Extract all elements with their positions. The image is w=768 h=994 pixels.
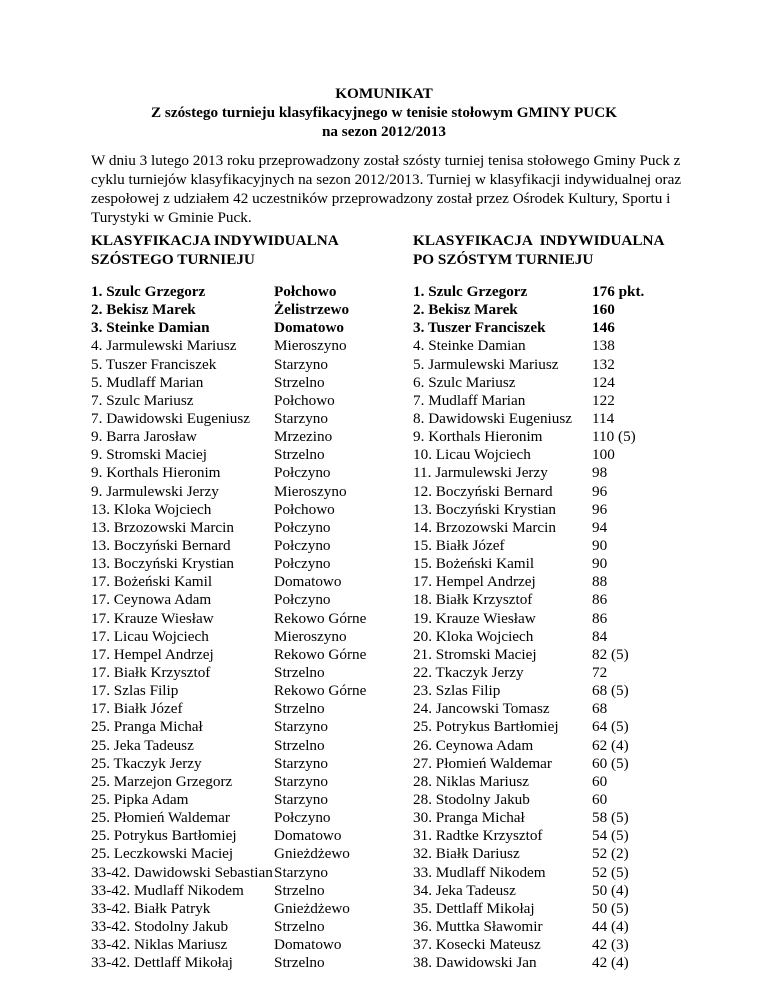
player-village: Domatowo xyxy=(274,827,342,845)
player-name: 38. Dawidowski Jan xyxy=(413,954,537,972)
player-name: 19. Krauze Wiesław xyxy=(413,609,536,627)
ranking-row xyxy=(91,483,391,501)
player-name: 2. Bekisz Marek xyxy=(413,301,518,319)
ranking-row xyxy=(413,700,713,718)
player-village: Połczyno xyxy=(274,809,331,827)
player-name: 10. Licau Wojciech xyxy=(413,446,531,464)
player-village: Żelistrzewo xyxy=(274,301,350,319)
player-village: Starzyno xyxy=(274,355,328,373)
ranking-row xyxy=(91,319,391,337)
player-village: Mieroszyno xyxy=(274,627,347,645)
ranking-row xyxy=(91,283,391,301)
player-name: 26. Ceynowa Adam xyxy=(413,736,534,754)
player-points: 86 xyxy=(592,591,608,609)
player-name: 8. Dawidowski Eugeniusz xyxy=(413,409,573,427)
left-section-title xyxy=(91,231,391,269)
right-section-title xyxy=(413,231,713,269)
document-header xyxy=(0,84,768,141)
ranking-row xyxy=(413,737,713,755)
player-name: 25. Leczkowski Maciej xyxy=(91,845,234,863)
ranking-row xyxy=(91,392,391,410)
left-title-line1: KLASYFIKACJA INDYWIDUALNA xyxy=(91,232,339,249)
player-village: Połczyno xyxy=(274,591,331,609)
intro-paragraph: W dniu 3 lutego 2013 roku przeprowadzony został szósty turniej tenisa stołowego Gminy Puck z cyklu turniejów klasyfikacyjnych na sezon 2012/2013. Turniej w klasyfikacji indywidualnej oraz zespołowej z udziałem 42 uczestników przeprowadzony został przez Ośrodek Kultury, Sportu i Turystyki w Gminie Puck. xyxy=(91,152,682,226)
ranking-row xyxy=(413,410,713,428)
player-village: Strzelno xyxy=(274,881,325,899)
ranking-row xyxy=(413,337,713,355)
player-name: 18. Białk Krzysztof xyxy=(413,591,533,609)
ranking-row xyxy=(91,845,391,863)
player-points: 90 xyxy=(592,555,608,573)
ranking-row xyxy=(91,954,391,972)
ranking-row xyxy=(91,410,391,428)
ranking-row xyxy=(413,845,713,863)
player-name: 12. Boczyński Bernard xyxy=(413,482,553,500)
player-name: 25. Pipka Adam xyxy=(91,790,189,808)
player-points: 98 xyxy=(592,464,608,482)
ranking-row xyxy=(91,519,391,537)
player-name: 9. Stromski Maciej xyxy=(91,446,208,464)
ranking-row xyxy=(413,628,713,646)
player-name: 33-42. Niklas Mariusz xyxy=(91,936,228,954)
player-points: 52 (2) xyxy=(592,845,629,863)
player-village: Strzelno xyxy=(274,917,325,935)
player-name: 13. Kloka Wojciech xyxy=(91,500,212,518)
ranking-row xyxy=(91,882,391,900)
player-points: 132 xyxy=(592,355,615,373)
player-village: Strzelno xyxy=(274,736,325,754)
ranking-row xyxy=(91,809,391,827)
player-points: 64 (5) xyxy=(592,718,629,736)
player-name: 33-42. Dettlaff Mikołaj xyxy=(91,954,233,972)
ranking-row xyxy=(413,374,713,392)
player-points: 96 xyxy=(592,482,608,500)
player-village: Rekowo Górne xyxy=(274,645,367,663)
player-points: 50 (4) xyxy=(592,881,629,899)
player-name: 17. Białk Krzysztof xyxy=(91,663,211,681)
ranking-row xyxy=(413,918,713,936)
player-name: 17. Licau Wojciech xyxy=(91,627,209,645)
player-name: 5. Tuszer Franciszek xyxy=(91,355,217,373)
player-name: 28. Stodolny Jakub xyxy=(413,790,530,808)
player-name: 28. Niklas Mariusz xyxy=(413,772,529,790)
player-name: 7. Mudlaff Marian xyxy=(413,391,526,409)
player-name: 11. Jarmulewski Jerzy xyxy=(413,464,548,482)
ranking-row xyxy=(413,791,713,809)
ranking-row xyxy=(413,954,713,972)
ranking-row xyxy=(91,628,391,646)
player-name: 9. Barra Jarosław xyxy=(91,428,197,446)
player-name: 23. Szlas Filip xyxy=(413,682,501,700)
ranking-row xyxy=(413,573,713,591)
ranking-row xyxy=(91,700,391,718)
player-name: 31. Radtke Krzysztof xyxy=(413,827,543,845)
player-name: 35. Dettlaff Mikołaj xyxy=(413,899,535,917)
player-name: 33-42. Mudlaff Nikodem xyxy=(91,881,244,899)
player-village: Połchowo xyxy=(274,500,335,518)
player-name: 25. Pranga Michał xyxy=(91,718,203,736)
player-points: 96 xyxy=(592,500,608,518)
player-village: Strzelno xyxy=(274,700,325,718)
ranking-row xyxy=(413,464,713,482)
ranking-row xyxy=(413,682,713,700)
player-points: 90 xyxy=(592,536,608,554)
player-name: 7. Szulc Mariusz xyxy=(91,391,194,409)
ranking-row xyxy=(413,501,713,519)
player-points: 50 (5) xyxy=(592,899,629,917)
player-points: 58 (5) xyxy=(592,809,629,827)
player-points: 138 xyxy=(592,337,615,355)
player-name: 13. Boczyński Krystian xyxy=(413,500,556,518)
ranking-row xyxy=(91,356,391,374)
player-name: 34. Jeka Tadeusz xyxy=(413,881,516,899)
ranking-row xyxy=(91,773,391,791)
ranking-row xyxy=(91,464,391,482)
player-name: 5. Jarmulewski Mariusz xyxy=(413,355,559,373)
player-points: 54 (5) xyxy=(592,827,629,845)
player-name: 21. Stromski Maciej xyxy=(413,645,537,663)
player-points: 52 (5) xyxy=(592,863,629,881)
player-name: 32. Białk Dariusz xyxy=(413,845,520,863)
player-name: 17. Białk Józef xyxy=(91,700,183,718)
player-name: 22. Tkaczyk Jerzy xyxy=(413,663,524,681)
player-name: 9. Korthals Hieronim xyxy=(91,464,221,482)
ranking-row xyxy=(91,501,391,519)
left-title-line2: SZÓSTEGO TURNIEJU xyxy=(91,251,255,268)
player-village: Starzyno xyxy=(274,772,328,790)
ranking-row xyxy=(413,827,713,845)
player-name: 33-42. Dawidowski Sebastian xyxy=(91,863,273,881)
ranking-row xyxy=(413,446,713,464)
player-points: 146 xyxy=(592,319,615,337)
player-points: 68 (5) xyxy=(592,682,629,700)
player-points: 44 (4) xyxy=(592,917,629,935)
ranking-row xyxy=(413,319,713,337)
player-points: 160 xyxy=(592,301,615,319)
player-village: Starzyno xyxy=(274,863,328,881)
player-points: 60 (5) xyxy=(592,754,629,772)
right-title-line2: PO SZÓSTYM TURNIEJU xyxy=(413,251,594,268)
player-name: 13. Boczyński Bernard xyxy=(91,536,231,554)
player-points: 42 (3) xyxy=(592,936,629,954)
player-name: 1. Szulc Grzegorz xyxy=(413,283,528,300)
player-village: Strzelno xyxy=(274,446,325,464)
player-name: 25. Potrykus Bartłomiej xyxy=(413,718,559,736)
player-name: 3. Tuszer Franciszek xyxy=(413,319,546,337)
ranking-row xyxy=(413,610,713,628)
player-points: 60 xyxy=(592,772,608,790)
player-name: 36. Muttka Sławomir xyxy=(413,917,543,935)
ranking-row xyxy=(413,646,713,664)
player-name: 9. Jarmulewski Jerzy xyxy=(91,482,219,500)
right-title-line1: KLASYFIKACJA INDYWIDUALNA xyxy=(413,232,665,249)
ranking-row xyxy=(413,864,713,882)
player-name: 9. Korthals Hieronim xyxy=(413,428,543,446)
player-village: Gnieżdżewo xyxy=(274,845,350,863)
header-season: na sezon 2012/2013 xyxy=(321,123,447,140)
player-village: Starzyno xyxy=(274,790,328,808)
ranking-row xyxy=(91,682,391,700)
ranking-row xyxy=(91,610,391,628)
player-name: 14. Brzozowski Marcin xyxy=(413,518,556,536)
ranking-row xyxy=(413,537,713,555)
ranking-row xyxy=(91,864,391,882)
player-points: 124 xyxy=(592,373,615,391)
ranking-row xyxy=(91,446,391,464)
player-points: 110 (5) xyxy=(592,428,636,446)
player-name: 13. Boczyński Krystian xyxy=(91,555,234,573)
player-name: 25. Jeka Tadeusz xyxy=(91,736,194,754)
ranking-row xyxy=(413,809,713,827)
player-name: 24. Jancowski Tomasz xyxy=(413,700,550,718)
player-name: 20. Kloka Wojciech xyxy=(413,627,534,645)
player-village: Mieroszyno xyxy=(274,337,347,355)
player-name: 15. Bożeński Kamil xyxy=(413,555,535,573)
ranking-row xyxy=(413,283,713,301)
ranking-row xyxy=(413,483,713,501)
player-name: 17. Szlas Filip xyxy=(91,682,179,700)
ranking-row xyxy=(413,882,713,900)
ranking-row xyxy=(413,301,713,319)
player-name: 30. Pranga Michał xyxy=(413,809,525,827)
player-name: 15. Białk Józef xyxy=(413,536,505,554)
ranking-row xyxy=(91,428,391,446)
ranking-row xyxy=(413,718,713,736)
player-village: Rekowo Górne xyxy=(274,682,367,700)
player-points: 62 (4) xyxy=(592,736,629,754)
player-name: 6. Szulc Mariusz xyxy=(413,373,516,391)
ranking-row xyxy=(91,573,391,591)
ranking-row xyxy=(413,936,713,954)
player-village: Strzelno xyxy=(274,663,325,681)
player-name: 4. Steinke Damian xyxy=(413,337,526,355)
player-village: Strzelno xyxy=(274,373,325,391)
player-village: Połchowo xyxy=(274,283,337,300)
player-name: 27. Płomień Waldemar xyxy=(413,754,552,772)
header-title: KOMUNIKAT xyxy=(335,85,433,102)
player-village: Mrzezino xyxy=(274,428,333,446)
ranking-row xyxy=(413,591,713,609)
player-village: Starzyno xyxy=(274,409,328,427)
player-village: Połchowo xyxy=(274,391,335,409)
ranking-row xyxy=(413,773,713,791)
ranking-row xyxy=(91,555,391,573)
ranking-row xyxy=(91,337,391,355)
player-village: Połczyno xyxy=(274,555,331,573)
ranking-row xyxy=(91,718,391,736)
ranking-row xyxy=(91,374,391,392)
player-points: 42 (4) xyxy=(592,954,629,972)
ranking-row xyxy=(413,392,713,410)
player-name: 7. Dawidowski Eugeniusz xyxy=(91,409,251,427)
player-name: 17. Ceynowa Adam xyxy=(91,591,212,609)
ranking-row xyxy=(91,591,391,609)
player-points: 100 xyxy=(592,446,615,464)
player-name: 17. Bożeński Kamil xyxy=(91,573,213,591)
player-village: Mieroszyno xyxy=(274,482,347,500)
player-name: 17. Hempel Andrzej xyxy=(413,573,536,591)
player-village: Domatowo xyxy=(274,573,342,591)
player-name: 2. Bekisz Marek xyxy=(91,301,196,319)
tournament-ranking-list xyxy=(91,283,391,972)
ranking-row xyxy=(91,936,391,954)
player-name: 5. Mudlaff Marian xyxy=(91,373,204,391)
player-name: 17. Krauze Wiesław xyxy=(91,609,214,627)
player-points: 84 xyxy=(592,627,608,645)
player-village: Domatowo xyxy=(274,319,345,337)
ranking-row xyxy=(91,737,391,755)
player-name: 25. Płomień Waldemar xyxy=(91,809,230,827)
ranking-row xyxy=(413,900,713,918)
player-name: 3. Steinke Damian xyxy=(91,319,210,337)
ranking-row xyxy=(413,664,713,682)
player-village: Starzyno xyxy=(274,718,328,736)
ranking-row xyxy=(91,646,391,664)
player-village: Połczyno xyxy=(274,518,331,536)
ranking-row xyxy=(91,791,391,809)
header-subtitle: Z szóstego turnieju klasyfikacyjnego w tenisie stołowym GMINY PUCK xyxy=(151,104,617,121)
player-name: 4. Jarmulewski Mariusz xyxy=(91,337,237,355)
ranking-row xyxy=(413,755,713,773)
player-village: Połczyno xyxy=(274,464,331,482)
player-name: 13. Brzozowski Marcin xyxy=(91,518,234,536)
player-name: 17. Hempel Andrzej xyxy=(91,645,214,663)
player-points: 86 xyxy=(592,609,608,627)
ranking-row xyxy=(413,428,713,446)
ranking-row xyxy=(91,900,391,918)
player-name: 1. Szulc Grzegorz xyxy=(91,283,206,300)
ranking-row xyxy=(91,664,391,682)
ranking-row xyxy=(413,356,713,374)
player-name: 25. Potrykus Bartłomiej xyxy=(91,827,237,845)
player-points: 82 (5) xyxy=(592,645,629,663)
ranking-row xyxy=(91,918,391,936)
player-points: 114 xyxy=(592,409,615,427)
ranking-row xyxy=(91,827,391,845)
player-points: 88 xyxy=(592,573,608,591)
player-points: 72 xyxy=(592,663,608,681)
player-points: 68 xyxy=(592,700,608,718)
player-village: Połczyno xyxy=(274,536,331,554)
ranking-row xyxy=(91,537,391,555)
player-village: Starzyno xyxy=(274,754,328,772)
player-name: 37. Kosecki Mateusz xyxy=(413,936,541,954)
ranking-row xyxy=(413,519,713,537)
player-name: 33. Mudlaff Nikodem xyxy=(413,863,546,881)
player-name: 25. Marzejon Grzegorz xyxy=(91,772,233,790)
player-village: Rekowo Górne xyxy=(274,609,367,627)
player-name: 33-42. Stodolny Jakub xyxy=(91,917,229,935)
ranking-row xyxy=(91,301,391,319)
player-points: 60 xyxy=(592,790,608,808)
player-name: 25. Tkaczyk Jerzy xyxy=(91,754,202,772)
ranking-row xyxy=(413,555,713,573)
player-village: Gnieżdżewo xyxy=(274,899,350,917)
player-points: 122 xyxy=(592,391,615,409)
player-village: Domatowo xyxy=(274,936,342,954)
overall-ranking-list xyxy=(413,283,713,972)
player-name: 33-42. Białk Patryk xyxy=(91,899,211,917)
ranking-row xyxy=(91,755,391,773)
player-points: 94 xyxy=(592,518,608,536)
player-village: Strzelno xyxy=(274,954,325,972)
player-points: 176 pkt. xyxy=(592,283,645,300)
